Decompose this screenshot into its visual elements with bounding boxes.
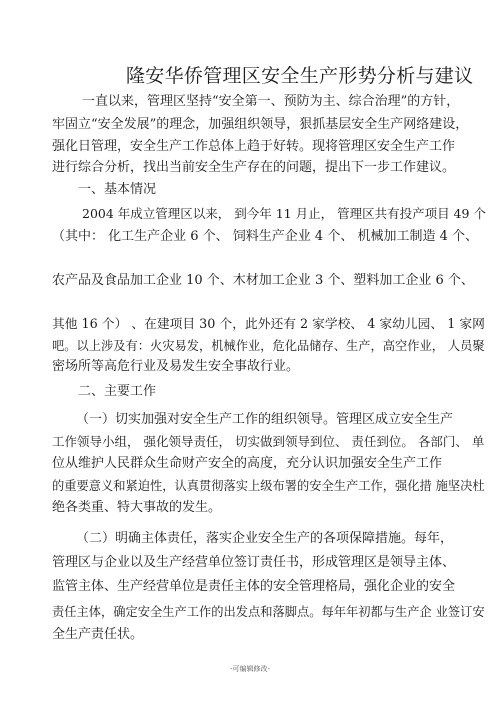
section-heading-basic: 一、基本情况 [78,182,157,197]
paragraph-line: 2004 年成立管理区以来， 到今年 11 月止， 管理区共有投产项目 49 个 [82,206,486,221]
paragraph-line: 工作领导小组， 强化领导责任， 切实做到领导到位、 责任到位。 各部门、 单 [52,434,485,449]
document-title: 隆安华侨管理区安全生产形势分析与建议 [126,65,474,87]
paragraph-line: 管理区与企业以及生产经营单位签订责任书，形成管理区是领导主体、 [52,555,456,570]
paragraph-line: 牢固立“安全发展”的理念，加强组织领导，狠抓基层安全生产网络建设， [52,117,469,132]
paragraph-line: 密场所等高危行业及易发生安全事故行业。 [52,359,300,374]
paragraph-line: 绝各类重、特大事故的发生。 [52,500,222,515]
paragraph-line: （其中： 化工生产企业 6 个、 饲料生产企业 4 个、 机械加工制造 4 个、 [52,229,479,244]
section-heading-work: 二、主要工作 [78,384,157,399]
paragraph-line: （二）明确主体责任，落实企业安全生产的各项保障措施。每年， [76,531,454,546]
paragraph-line: 监管主体、生产经营单位是责任主体的安全管理格局，强化企业的安全 [52,579,456,594]
page-footer: -可编辑修改- [230,665,270,673]
paragraph-line: 吧。以上涉及有：火灾易发，机械作业，危化品储存、生产，高空作业， 人员聚 [52,339,485,353]
paragraph-line: 强化日管理，安全生产工作总体上趋于好转。现将管理区安全生产工作 [52,139,456,154]
paragraph-line: 的重要意义和紧迫性，认真贯彻落实上级布署的安全生产工作，强化措 施坚决杜 [52,479,485,493]
paragraph-line: 一直以来，管理区坚持“安全第一、预防为主、综合治理”的方针， [82,94,460,109]
paragraph-line: 位从维护人民群众生命财产安全的高度，充分认识加强安全生产工作 [52,456,443,471]
paragraph-line: 全生产责任状。 [52,627,144,642]
paragraph-line: 责任主体，确定安全生产工作的出发点和落脚点。每年年初都与生产企 业签订安 [52,605,485,619]
paragraph-line: 进行综合分析，找出当前安全生产存在的问题，提出下一步工作建议。 [52,160,456,175]
paragraph-line: 其他 16 个） 、在建项目 30 个，此外还有 2 家学校、 4 家幼儿园、 1 家网 [52,317,485,332]
paragraph-line: 农产品及食品加工企业 10 个、木材加工企业 3 个、塑料加工企业 6 个、 [52,273,474,288]
paragraph-line: （一）切实加强对安全生产工作的组织领导。管理区成立安全生产 [76,412,454,427]
